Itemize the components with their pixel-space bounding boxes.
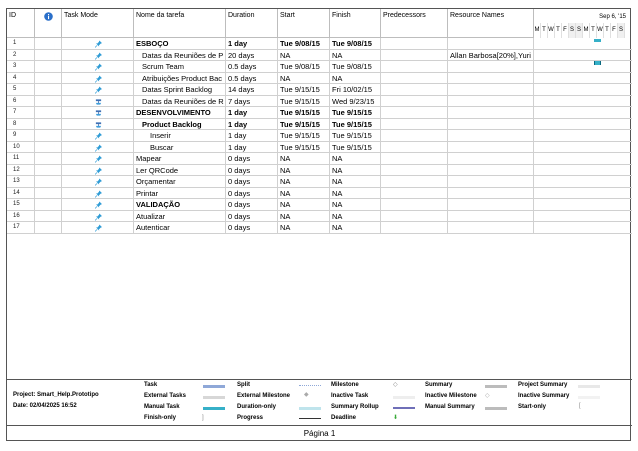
gantt-cell[interactable] (534, 211, 632, 223)
legend-manual-task: Manual Task (144, 404, 180, 410)
gantt-cell[interactable] (534, 153, 632, 165)
table-row[interactable] (7, 130, 632, 142)
cell-finish[interactable]: Tue 9/15/15 (330, 119, 381, 131)
gantt-cell[interactable] (534, 84, 632, 96)
legend-milestone: Milestone (331, 382, 359, 388)
cell-finish[interactable]: NA (330, 50, 381, 62)
cell-predecessors[interactable] (381, 107, 448, 119)
legend-milestone-symbol: ◇ (393, 382, 398, 388)
cell-mode[interactable] (62, 153, 134, 165)
cell-name[interactable]: Atribuições Product Bac (134, 73, 226, 85)
table-row[interactable] (7, 153, 632, 165)
manual-pin-icon (95, 224, 102, 232)
cell-name[interactable]: DESENVOLVIMENTO (134, 107, 226, 119)
legend-progress-symbol (299, 418, 321, 419)
column-header-duration[interactable]: Duration (226, 9, 278, 38)
cell-predecessors[interactable] (381, 130, 448, 142)
manual-pin-icon (95, 201, 102, 209)
manual-pin-icon (95, 75, 102, 83)
cell-duration[interactable]: 0.5 days (226, 73, 278, 85)
cell-name[interactable]: Printar (134, 188, 226, 200)
cell-resources[interactable] (448, 142, 534, 154)
cell-start[interactable]: Tue 9/15/15 (278, 84, 330, 96)
cell-predecessors[interactable] (381, 142, 448, 154)
cell-name[interactable]: Scrum Team (134, 61, 226, 73)
cell-duration[interactable]: 0.5 days (226, 61, 278, 73)
cell-finish[interactable]: NA (330, 165, 381, 177)
timescale-day: M (534, 23, 541, 38)
legend-summary-rollup: Summary Rollup (331, 404, 379, 410)
legend-inactive-task-symbol (393, 396, 415, 399)
timescale-days (534, 23, 632, 38)
cell-start[interactable]: NA (278, 73, 330, 85)
table-row[interactable] (7, 61, 632, 73)
legend (7, 379, 632, 426)
table-row[interactable] (7, 222, 632, 234)
table-row[interactable] (7, 119, 632, 131)
cell-name[interactable]: Atualizar (134, 211, 226, 223)
legend-finish-only-symbol: ] (202, 415, 204, 421)
cell-info (35, 199, 62, 211)
legend-project-summary: Project Summary (518, 382, 568, 388)
timescale-day: S (618, 23, 625, 38)
cell-info (35, 50, 62, 62)
legend-deadline: Deadline (331, 415, 357, 421)
cell-info (35, 38, 62, 50)
cell-start[interactable]: NA (278, 222, 330, 234)
legend-inactive-summary: Inactive Summary (518, 393, 570, 399)
cell-resources[interactable] (448, 188, 534, 200)
cell-duration[interactable]: 1 day (226, 107, 278, 119)
cell-resources[interactable] (448, 119, 534, 131)
cell-start[interactable]: Tue 9/15/15 (278, 130, 330, 142)
manual-pin-icon (95, 178, 102, 186)
cell-info (35, 211, 62, 223)
column-header-id[interactable]: ID (7, 9, 35, 38)
legend-inactive-milestone-symbol: ◇ (485, 393, 490, 399)
cell-duration[interactable]: 1 day (226, 142, 278, 154)
cell-predecessors[interactable] (381, 119, 448, 131)
cell-predecessors[interactable] (381, 38, 448, 50)
cell-info (35, 176, 62, 188)
timescale-day: T (555, 23, 562, 38)
cell-finish[interactable]: Tue 9/15/15 (330, 142, 381, 154)
auto-scheduled-icon (95, 98, 102, 106)
table-row[interactable] (7, 50, 632, 62)
info-icon (44, 12, 53, 21)
cell-duration[interactable]: 7 days (226, 96, 278, 108)
cell-start[interactable]: Tue 9/08/15 (278, 61, 330, 73)
column-header-task-mode[interactable]: Task Mode (62, 9, 134, 38)
legend-manual-summary-symbol (485, 407, 507, 410)
cell-predecessors[interactable] (381, 165, 448, 177)
cell-duration[interactable]: 1 day (226, 38, 278, 50)
cell-finish[interactable]: Tue 9/15/15 (330, 130, 381, 142)
cell-resources[interactable] (448, 211, 534, 223)
cell-resources[interactable] (448, 222, 534, 234)
cell-mode[interactable] (62, 61, 134, 73)
table-row[interactable] (7, 38, 632, 50)
gantt-cell[interactable] (534, 130, 632, 142)
cell-duration[interactable]: 0 days (226, 211, 278, 223)
legend-external-tasks: External Tasks (144, 393, 186, 399)
legend-inactive-task: Inactive Task (331, 393, 369, 399)
cell-predecessors[interactable] (381, 176, 448, 188)
cell-id: 17 (7, 222, 35, 234)
cell-start[interactable]: NA (278, 199, 330, 211)
manual-pin-icon (95, 63, 102, 71)
cell-name[interactable]: Buscar (134, 142, 226, 154)
gantt-cell[interactable] (534, 222, 632, 234)
cell-resources[interactable] (448, 176, 534, 188)
cell-duration[interactable]: 0 days (226, 165, 278, 177)
cell-id: 4 (7, 73, 35, 85)
gantt-cell[interactable] (534, 96, 632, 108)
cell-mode[interactable] (62, 119, 134, 131)
cell-mode[interactable] (62, 84, 134, 96)
column-header-resources[interactable]: Resource Names (448, 9, 534, 38)
gantt-cell[interactable] (534, 142, 632, 154)
legend-external-milestone-symbol: ◆ (304, 392, 309, 398)
cell-finish[interactable]: NA (330, 73, 381, 85)
legend-duration-only: Duration-only (237, 404, 276, 410)
table-row[interactable] (7, 165, 632, 177)
timescale-day: T (590, 23, 597, 38)
legend-split-symbol (299, 385, 321, 386)
cell-mode[interactable] (62, 96, 134, 108)
cell-predecessors[interactable] (381, 199, 448, 211)
cell-id: 12 (7, 165, 35, 177)
gantt-cell[interactable] (534, 119, 632, 131)
timescale-day: M (583, 23, 590, 38)
cell-info (35, 222, 62, 234)
column-header-start[interactable]: Start (278, 9, 330, 38)
timescale-day: F (562, 23, 569, 38)
cell-finish[interactable]: NA (330, 188, 381, 200)
cell-id: 14 (7, 188, 35, 200)
cell-mode[interactable] (62, 199, 134, 211)
cell-start[interactable]: Tue 9/15/15 (278, 119, 330, 131)
cell-mode[interactable] (62, 188, 134, 200)
cell-resources[interactable] (448, 130, 534, 142)
legend-deadline-symbol: ⬇ (393, 415, 399, 421)
cell-info (35, 73, 62, 85)
table-row[interactable] (7, 107, 632, 119)
page-frame (6, 8, 631, 441)
cell-finish[interactable]: NA (330, 222, 381, 234)
legend-manual-summary: Manual Summary (425, 404, 475, 410)
gantt-bar-row-1[interactable] (594, 39, 601, 42)
cell-id: 8 (7, 119, 35, 131)
cell-finish[interactable]: NA (330, 211, 381, 223)
cell-finish[interactable]: Tue 9/08/15 (330, 61, 381, 73)
table-row[interactable] (7, 84, 632, 96)
legend-start-only: Start-only (518, 404, 547, 410)
legend-inactive-milestone: Inactive Milestone (425, 393, 477, 399)
cell-info (35, 142, 62, 154)
cell-duration[interactable]: 14 days (226, 84, 278, 96)
cell-name[interactable]: Inserir (134, 130, 226, 142)
project-name: Project: Smart_Help.Prototipo (13, 392, 99, 398)
manual-pin-icon (95, 213, 102, 221)
cell-mode[interactable] (62, 176, 134, 188)
cell-mode[interactable] (62, 222, 134, 234)
cell-resources[interactable]: Allan Barbosa[20%],Yuri (448, 50, 534, 62)
auto-scheduled-icon (95, 109, 102, 117)
cell-id: 2 (7, 50, 35, 62)
legend-duration-only-symbol (299, 407, 321, 410)
timescale-day: T (604, 23, 611, 38)
cell-finish[interactable]: NA (330, 199, 381, 211)
gantt-cell[interactable] (534, 50, 632, 62)
cell-duration[interactable]: 0 days (226, 199, 278, 211)
cell-start[interactable]: NA (278, 165, 330, 177)
manual-pin-icon (95, 40, 102, 48)
cell-predecessors[interactable] (381, 73, 448, 85)
legend-start-only-symbol: [ (579, 403, 581, 409)
cell-info (35, 61, 62, 73)
cell-name[interactable]: Autenticar (134, 222, 226, 234)
cell-info (35, 130, 62, 142)
page-number: Página 1 (303, 429, 336, 438)
legend-progress: Progress (237, 415, 264, 421)
cell-mode[interactable] (62, 38, 134, 50)
cell-start[interactable]: Tue 9/15/15 (278, 96, 330, 108)
cell-duration[interactable]: 0 days (226, 153, 278, 165)
timescale-day: S (576, 23, 583, 38)
cell-start[interactable]: NA (278, 211, 330, 223)
cell-info (35, 84, 62, 96)
manual-pin-icon (95, 167, 102, 175)
cell-resources[interactable] (448, 153, 534, 165)
timescale-day: W (597, 23, 604, 38)
cell-duration[interactable]: 1 day (226, 130, 278, 142)
legend-summary-rollup-symbol (393, 407, 415, 409)
cell-finish[interactable]: Wed 9/23/15 (330, 96, 381, 108)
cell-predecessors[interactable] (381, 96, 448, 108)
cell-start[interactable]: NA (278, 50, 330, 62)
cell-predecessors[interactable] (381, 50, 448, 62)
cell-name[interactable]: VALIDAÇÃO (134, 199, 226, 211)
cell-id: 15 (7, 199, 35, 211)
gantt-bar-row-3[interactable] (594, 61, 601, 65)
project-date: Date: 02/04/2025 16:52 (13, 403, 77, 409)
cell-finish[interactable]: Fri 10/02/15 (330, 84, 381, 96)
cell-predecessors[interactable] (381, 84, 448, 96)
cell-id: 11 (7, 153, 35, 165)
gantt-cell[interactable] (534, 107, 632, 119)
cell-mode[interactable] (62, 165, 134, 177)
cell-name[interactable]: Ler QRCode (134, 165, 226, 177)
gantt-cell[interactable] (534, 61, 632, 73)
cell-info (35, 165, 62, 177)
cell-start[interactable]: Tue 9/15/15 (278, 142, 330, 154)
cell-duration[interactable]: 0 days (226, 176, 278, 188)
gantt-cell[interactable] (534, 165, 632, 177)
cell-name[interactable]: Datas da Reuniões de P (134, 50, 226, 62)
cell-name[interactable]: Datas Sprint Backlog (134, 84, 226, 96)
cell-mode[interactable] (62, 73, 134, 85)
legend-external-tasks-symbol (203, 396, 225, 399)
timescale-day: W (548, 23, 555, 38)
cell-duration[interactable]: 20 days (226, 50, 278, 62)
cell-id: 9 (7, 130, 35, 142)
cell-finish[interactable]: Tue 9/08/15 (330, 38, 381, 50)
cell-info (35, 119, 62, 131)
cell-finish[interactable]: NA (330, 176, 381, 188)
cell-mode[interactable] (62, 211, 134, 223)
manual-pin-icon (95, 155, 102, 163)
cell-resources[interactable] (448, 107, 534, 119)
cell-finish[interactable]: NA (330, 153, 381, 165)
cell-resources[interactable] (448, 96, 534, 108)
gantt-cell[interactable] (534, 176, 632, 188)
timescale-day: T (541, 23, 548, 38)
cell-name[interactable]: Product Backlog (134, 119, 226, 131)
table-row[interactable] (7, 176, 632, 188)
column-header-finish[interactable]: Finish (330, 9, 381, 38)
table-row[interactable] (7, 142, 632, 154)
cell-id: 10 (7, 142, 35, 154)
legend-inactive-summary-symbol (578, 396, 600, 399)
legend-split: Split (237, 382, 250, 388)
table-row[interactable] (7, 96, 632, 108)
timescale-day: S (569, 23, 576, 38)
auto-scheduled-icon (95, 121, 102, 129)
cell-id: 1 (7, 38, 35, 50)
table-row[interactable] (7, 188, 632, 200)
cell-duration[interactable]: 1 day (226, 119, 278, 131)
cell-name[interactable]: ESBOÇO (134, 38, 226, 50)
cell-id: 7 (7, 107, 35, 119)
timescale-week: Sep 6, '15 (599, 14, 626, 20)
cell-duration[interactable]: 0 days (226, 222, 278, 234)
cell-info (35, 96, 62, 108)
cell-resources[interactable] (448, 84, 534, 96)
gantt-cell[interactable] (534, 188, 632, 200)
table-row[interactable] (7, 73, 632, 85)
column-header-predecessors[interactable]: Predecessors (381, 9, 448, 38)
cell-mode[interactable] (62, 142, 134, 154)
table-row[interactable] (7, 211, 632, 223)
cell-resources[interactable] (448, 38, 534, 50)
cell-mode[interactable] (62, 107, 134, 119)
cell-name[interactable]: Datas da Reuniões de R (134, 96, 226, 108)
manual-pin-icon (95, 52, 102, 60)
cell-id: 5 (7, 84, 35, 96)
legend-task-symbol (203, 385, 225, 388)
cell-duration[interactable]: 0 days (226, 188, 278, 200)
legend-external-milestone: External Milestone (237, 393, 291, 399)
cell-id: 16 (7, 211, 35, 223)
gantt-cell[interactable] (534, 73, 632, 85)
cell-resources[interactable] (448, 73, 534, 85)
legend-task: Task (144, 382, 158, 388)
cell-finish[interactable]: Tue 9/15/15 (330, 107, 381, 119)
cell-start[interactable]: NA (278, 188, 330, 200)
column-header-info[interactable] (35, 9, 62, 38)
manual-pin-icon (95, 144, 102, 152)
cell-resources[interactable] (448, 199, 534, 211)
cell-name[interactable]: Orçamentar (134, 176, 226, 188)
cell-start[interactable]: NA (278, 153, 330, 165)
gantt-cell[interactable] (534, 199, 632, 211)
timescale-day: F (611, 23, 618, 38)
cell-predecessors[interactable] (381, 61, 448, 73)
cell-info (35, 188, 62, 200)
cell-info (35, 153, 62, 165)
cell-start[interactable]: NA (278, 176, 330, 188)
cell-info (35, 107, 62, 119)
table-row[interactable] (7, 199, 632, 211)
cell-predecessors[interactable] (381, 188, 448, 200)
legend-summary-symbol (485, 385, 507, 388)
column-header-name[interactable]: Nome da tarefa (134, 9, 226, 38)
cell-predecessors[interactable] (381, 222, 448, 234)
legend-summary: Summary (425, 382, 453, 388)
cell-id: 13 (7, 176, 35, 188)
cell-resources[interactable] (448, 61, 534, 73)
cell-mode[interactable] (62, 50, 134, 62)
legend-finish-only: Finish-only (144, 415, 176, 421)
manual-pin-icon (95, 86, 102, 94)
gantt-cell[interactable] (534, 38, 632, 50)
cell-resources[interactable] (448, 165, 534, 177)
cell-predecessors[interactable] (381, 211, 448, 223)
legend-manual-task-symbol (203, 407, 225, 410)
legend-project-summary-symbol (578, 385, 600, 388)
cell-id: 6 (7, 96, 35, 108)
manual-pin-icon (95, 190, 102, 198)
cell-id: 3 (7, 61, 35, 73)
cell-predecessors[interactable] (381, 153, 448, 165)
cell-name[interactable]: Mapear (134, 153, 226, 165)
cell-mode[interactable] (62, 130, 134, 142)
cell-start[interactable]: Tue 9/08/15 (278, 38, 330, 50)
manual-pin-icon (95, 132, 102, 140)
cell-start[interactable]: Tue 9/15/15 (278, 107, 330, 119)
